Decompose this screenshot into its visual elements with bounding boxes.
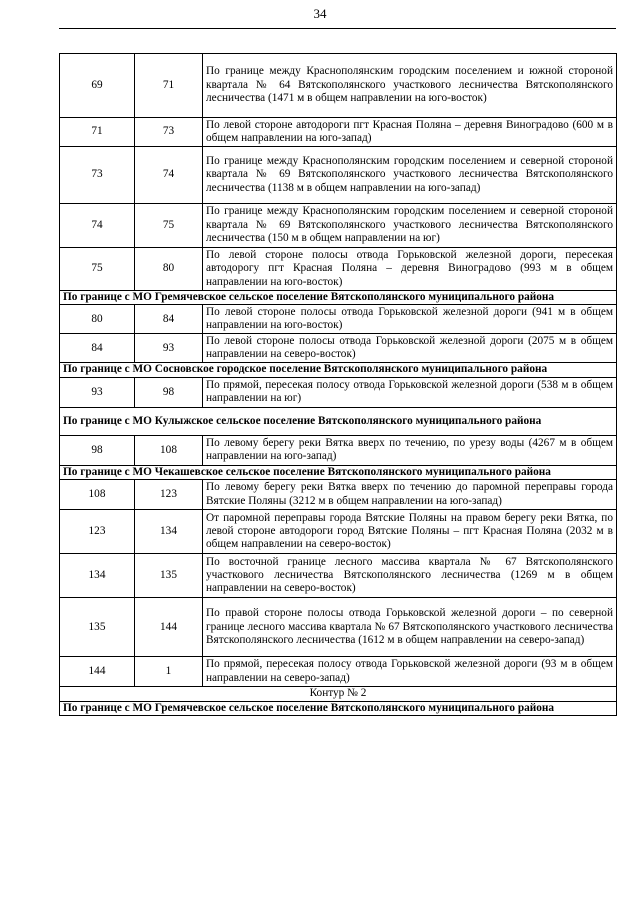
point-from: 84 [60, 334, 135, 363]
point-to: 71 [135, 54, 203, 118]
table-row [60, 510, 617, 554]
point-from: 73 [60, 147, 135, 204]
table-row [60, 480, 617, 510]
point-to: 1 [135, 657, 203, 687]
point-from: 93 [60, 377, 135, 407]
section-heading: По границе с МО Гремячевское сельское поселение Вятскополянского муниципального района [60, 701, 617, 715]
section-heading: По границе с МО Гремячевское сельское поселение Вятскополянского муниципального района [60, 291, 617, 305]
point-from: 144 [60, 657, 135, 687]
table-row [60, 598, 617, 657]
boundary-description: По левой стороне полосы отвода Горьковской железной дороги (941 м в общем направлении на юго-восток) [203, 305, 617, 334]
table-row [60, 204, 617, 248]
boundary-description: По левому берегу реки Вятка вверх по течению, по урезу воды (4267 м в общем направлении на юго-запад) [203, 435, 617, 465]
table-row [60, 147, 617, 204]
point-from: 75 [60, 248, 135, 291]
point-to: 84 [135, 305, 203, 334]
section-row [60, 465, 617, 479]
point-to: 144 [135, 598, 203, 657]
table-row [60, 554, 617, 598]
contour-heading: Контур № 2 [60, 687, 617, 701]
section-heading: По границе с МО Кулыжское сельское поселение Вятскополянского муниципального района [60, 407, 617, 435]
boundary-description: По правой стороне полосы отвода Горьковской железной дороги – по северной границе лесного массива квартала № 67 Вятскополянского участкового лесничества Вятскополянского лесничества (1612 м в общем направлении на северо-запад) [203, 598, 617, 657]
point-from: 80 [60, 305, 135, 334]
page-number: 34 [313, 6, 327, 21]
point-to: 134 [135, 510, 203, 554]
table-row [60, 377, 617, 407]
point-to: 98 [135, 377, 203, 407]
boundary-description: По прямой, пересекая полосу отвода Горьковской железной дороги (93 м в общем направлении на северо-запад) [203, 657, 617, 687]
point-to: 80 [135, 248, 203, 291]
point-to: 74 [135, 147, 203, 204]
table-row [60, 248, 617, 291]
point-to: 75 [135, 204, 203, 248]
boundary-description: По левой стороне автодороги пгт Красная Поляна – деревня Виноградово (600 м в общем направлении на юго-запад) [203, 118, 617, 147]
table-row [60, 657, 617, 687]
point-from: 123 [60, 510, 135, 554]
table-row [60, 118, 617, 147]
boundary-description: По восточной границе лесного массива квартала № 67 Вятскополянского участкового лесничества Вятскополянского лесничества (1269 м в общем направлении на северо-восток) [203, 554, 617, 598]
top-rule [59, 28, 616, 29]
boundary-description: По левой стороне полосы отвода Горьковской железной дороги (2075 м в общем направлении на северо-восток) [203, 334, 617, 363]
point-from: 98 [60, 435, 135, 465]
point-from: 74 [60, 204, 135, 248]
point-to: 93 [135, 334, 203, 363]
boundary-description: По левому берегу реки Вятка вверх по течению до паромной переправы города Вятские Поляны (3212 м в общем направлении на юго-запад) [203, 480, 617, 510]
boundary-description: По границе между Краснополянским городским поселением и южной стороной квартала № 64 Вятскополянского участкового лесничества Вятскополянского лесничества (1471 м в общем направлении на юго-восток) [203, 54, 617, 118]
table-row [60, 305, 617, 334]
section-row [60, 701, 617, 715]
boundary-description: По границе между Краснополянским городским поселением и северной стороной квартала № 69 Вятскополянского участкового лесничества Вятскополянского лесничества (150 м в общем направлении на юг) [203, 204, 617, 248]
section-row [60, 407, 617, 435]
point-to: 135 [135, 554, 203, 598]
point-from: 135 [60, 598, 135, 657]
table-row [60, 435, 617, 465]
contour-row [60, 687, 617, 701]
boundary-description: От паромной переправы города Вятские Поляны на правом берегу реки Вятка, по левой стороне автодороги город Вятские Поляны – пгт Красная Поляна (2032 м в общем направлении на северо-восток) [203, 510, 617, 554]
boundary-description: По границе между Краснополянским городским поселением и северной стороной квартала № 69 Вятскополянского участкового лесничества Вятскополянского лесничества (1138 м в общем направлении на юго-запад) [203, 147, 617, 204]
boundary-description: По левой стороне полосы отвода Горьковской железной дороги, пересекая автодорогу пгт Красная Поляна – деревня Виноградово (993 м в общем направлении на юго-восток) [203, 248, 617, 291]
point-to: 123 [135, 480, 203, 510]
table-row [60, 334, 617, 363]
section-row [60, 291, 617, 305]
section-heading: По границе с МО Сосновское городское поселение Вятскополянского муниципального района [60, 363, 617, 377]
point-from: 71 [60, 118, 135, 147]
boundary-table [59, 53, 617, 716]
boundary-description: По прямой, пересекая полосу отвода Горьковской железной дороги (538 м в общем направлении на юг) [203, 377, 617, 407]
point-from: 134 [60, 554, 135, 598]
point-to: 108 [135, 435, 203, 465]
table-row [60, 54, 617, 118]
point-from: 69 [60, 54, 135, 118]
point-to: 73 [135, 118, 203, 147]
section-row [60, 363, 617, 377]
point-from: 108 [60, 480, 135, 510]
section-heading: По границе с МО Чекашевское сельское поселение Вятскополянского муниципального района [60, 465, 617, 479]
